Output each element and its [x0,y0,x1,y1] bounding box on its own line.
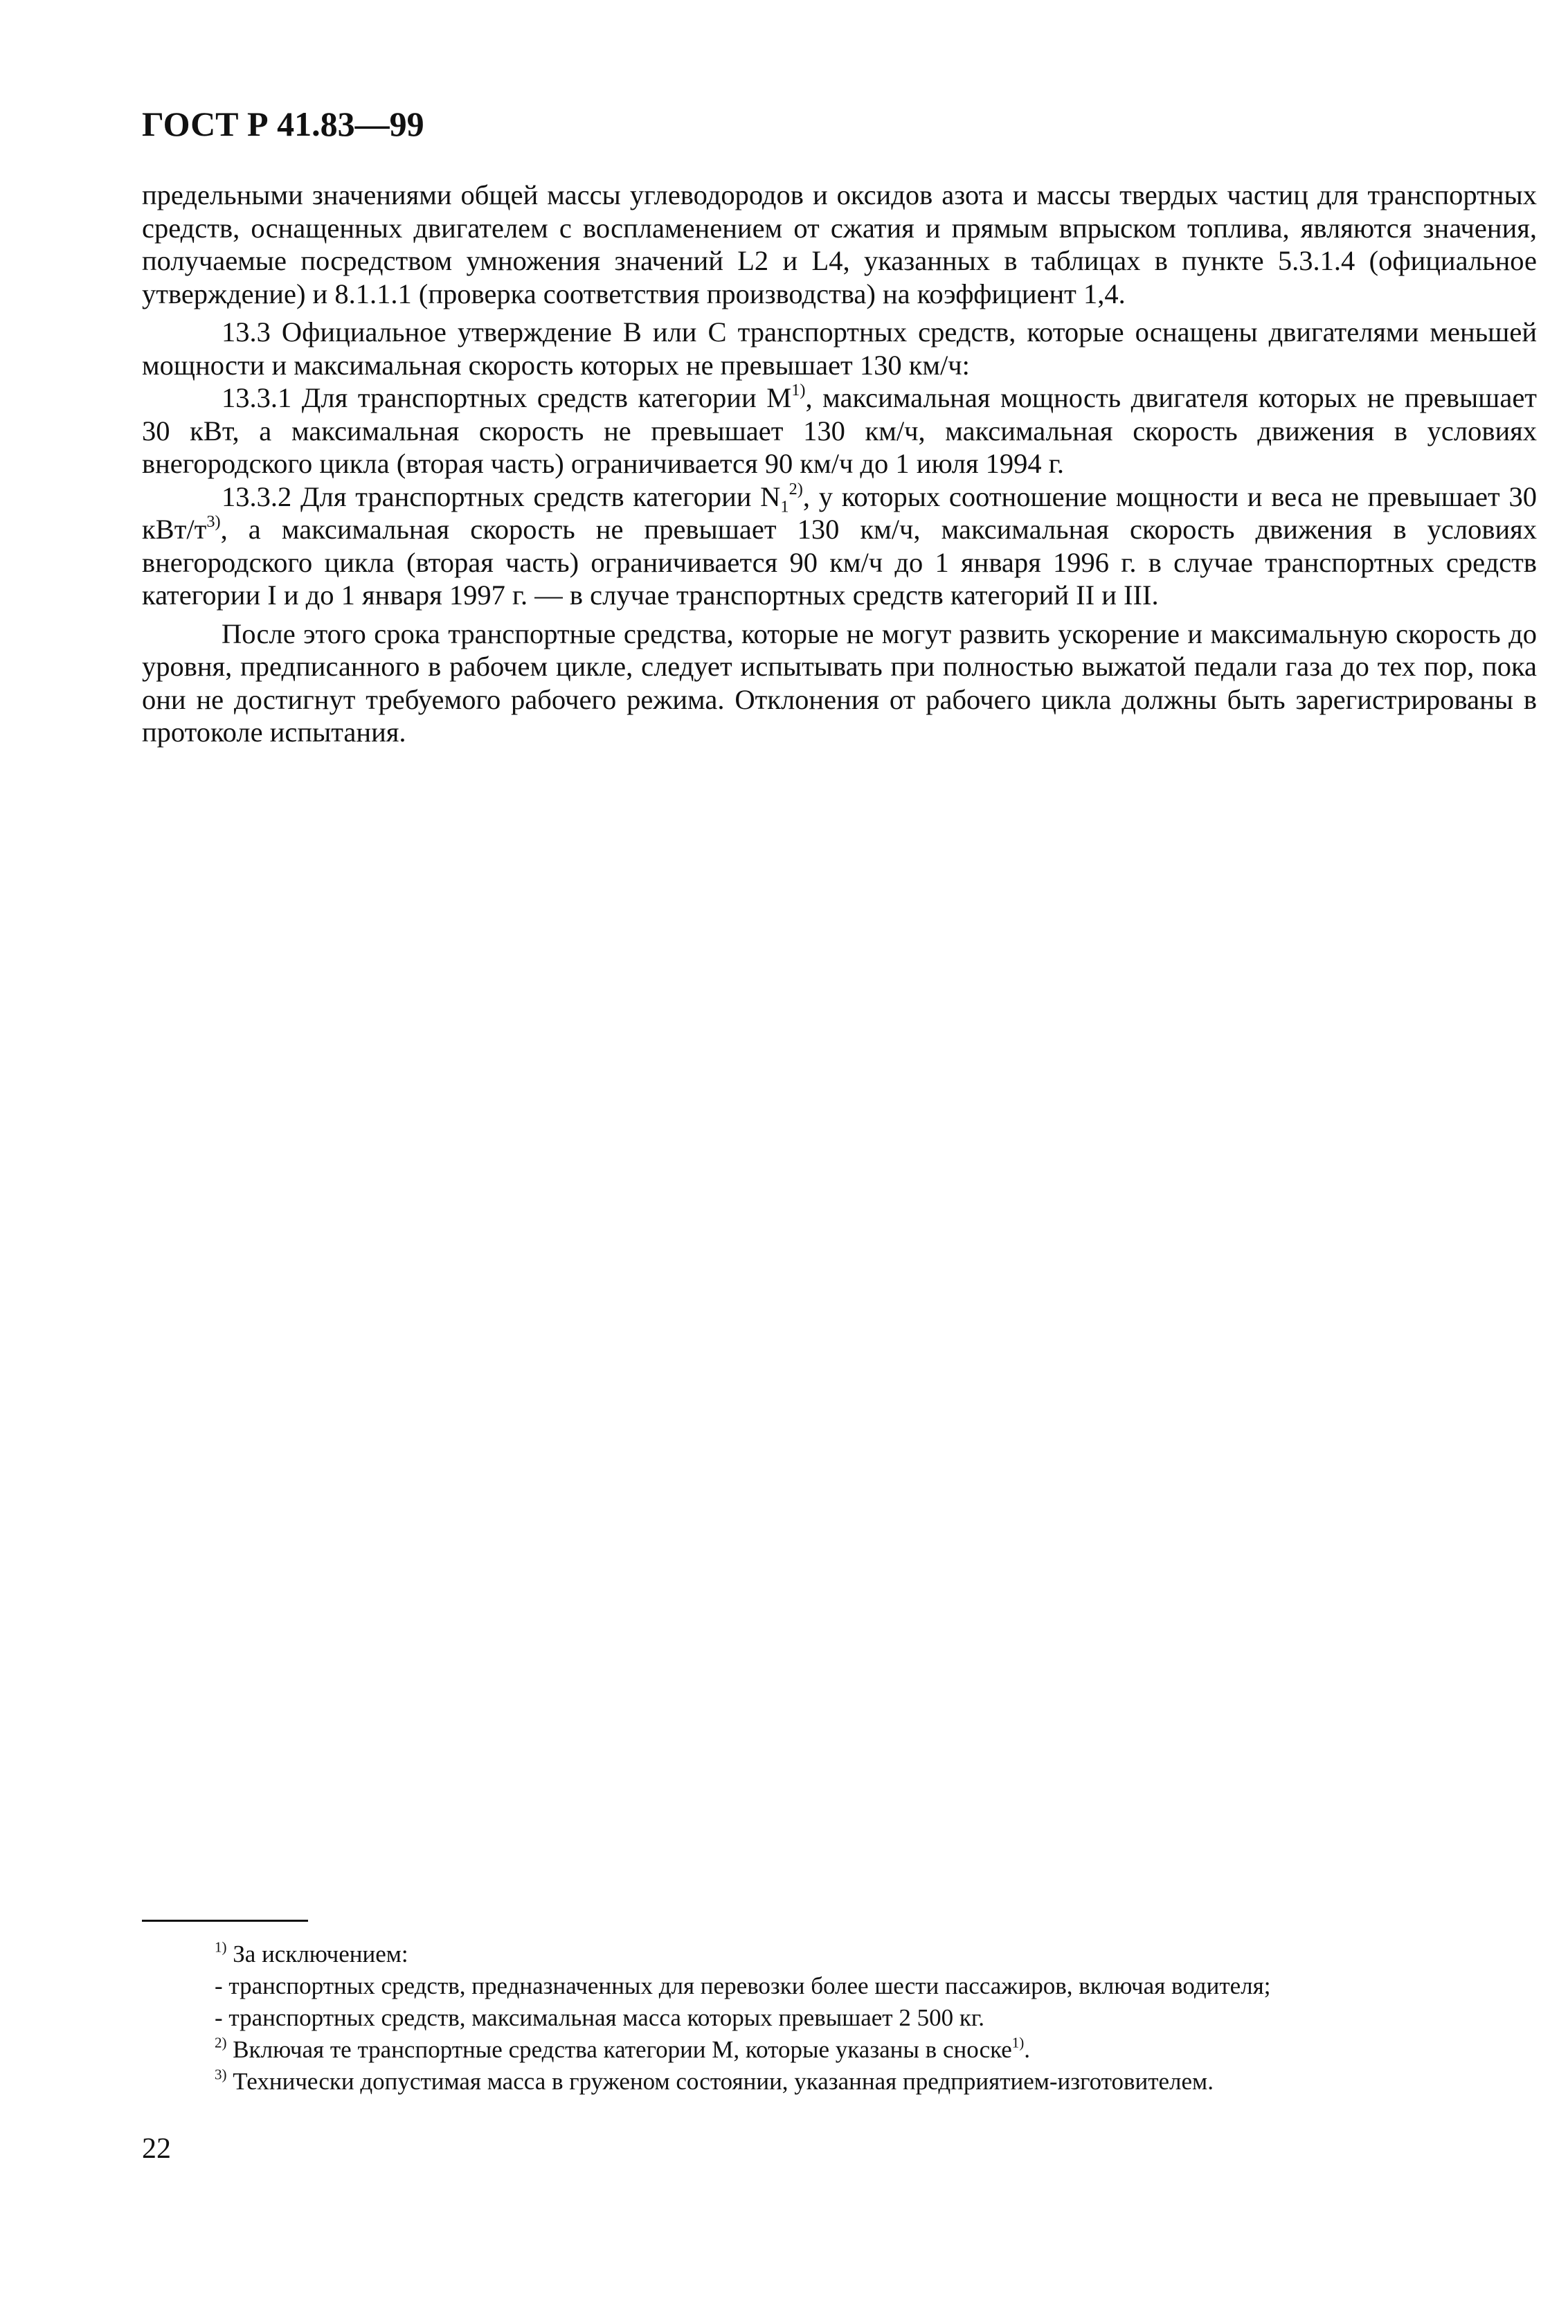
paragraph-13-3-2: 13.3.2 Для транспортных средств категории $N_1^{2)}$, у которых соотношение мощности и веса не превышает 30 кВт/$т^{3)}$, а максимальная скорость не превышает 130 км/ч, максимальная скорость движения в условиях внегородского цикла (вторая часть) ограничивается 90 км/ч до 1 января 1996 г. в случае транспортных средств категории I и до 1 января 1997 г. — в случае транспортных средств категорий II и III. [142,479,1537,611]
paragraph-after-deadline: После этого срока транспортные средства, которые не могут развить ускорение и максимальную скорость до уровня, предписанного в рабочем цикле, следует испытывать при полностью выжатой педали газа до тех пор, пока они не достигнут требуемого рабочего режима. Отклонения от рабочего цикла должны быть зарегистрированы в протоколе испытания. [142,618,1537,748]
footnote-divider [142,1920,308,1922]
body-text [142,179,1537,749]
subscript-1: 1 [780,497,789,516]
footnotes [215,1938,1530,2098]
page-number: 22 [142,2133,171,2165]
footnote-ref-1: 1) [791,381,806,399]
footnote-ref-2: 2) [788,479,803,498]
footnote-1-item-1: - транспортных средств, предназначенных для перевозки более шести пассажиров, включая водителя; [215,1972,1271,1999]
footnote-3: $^{3)}$ Технически допустимая масса в груженом состоянии, указанная предприятием-изготовителем. [215,2066,1214,2095]
paragraph-continuation: предельными значениями общей массы углеводородов и оксидов азота и массы твердых частиц для транспортных средств, оснащенных двигателем с воспламенением от сжатия и прямым впрыском топлива, являются значения, получаемые посредством умножения значений L2 и L4, указанных в таблицах в пункте 5.3.1.4 (официальное утверждение) и 8.1.1.1 (проверка соответствия производства) на коэффициент 1,4. [142,179,1537,309]
footnote-1-item-2: - транспортных средств, максимальная масса которых превышает 2 500 кг. [215,2004,985,2031]
document-header: ГОСТ Р 41.83—99 [142,105,424,143]
paragraph-13-3-1: 13.3.1 Для транспортных средств категории $M^{1)}$, максимальная мощность двигателя которых не превышает 30 кВт, а максимальная скорость не превышает 130 км/ч, максимальная скорость движения в условиях внегородского цикла (вторая часть) ограничивается 90 км/ч до 1 июля 1994 г. [142,381,1537,479]
footnote-1: $^{1)}$ За исключением: [215,1938,408,1967]
footnote-ref-3: 3) [206,512,221,531]
paragraph-13-3: 13.3 Официальное утверждение B или C транспортных средств, которые оснащены двигателями меньшей мощности и максимальная скорость которых не превышает 130 км/ч: [142,316,1537,381]
footnote-2: $^{2)}$ Включая те транспортные средства категории M, которые указаны в сноске$^{1)}$. [215,2034,1031,2063]
